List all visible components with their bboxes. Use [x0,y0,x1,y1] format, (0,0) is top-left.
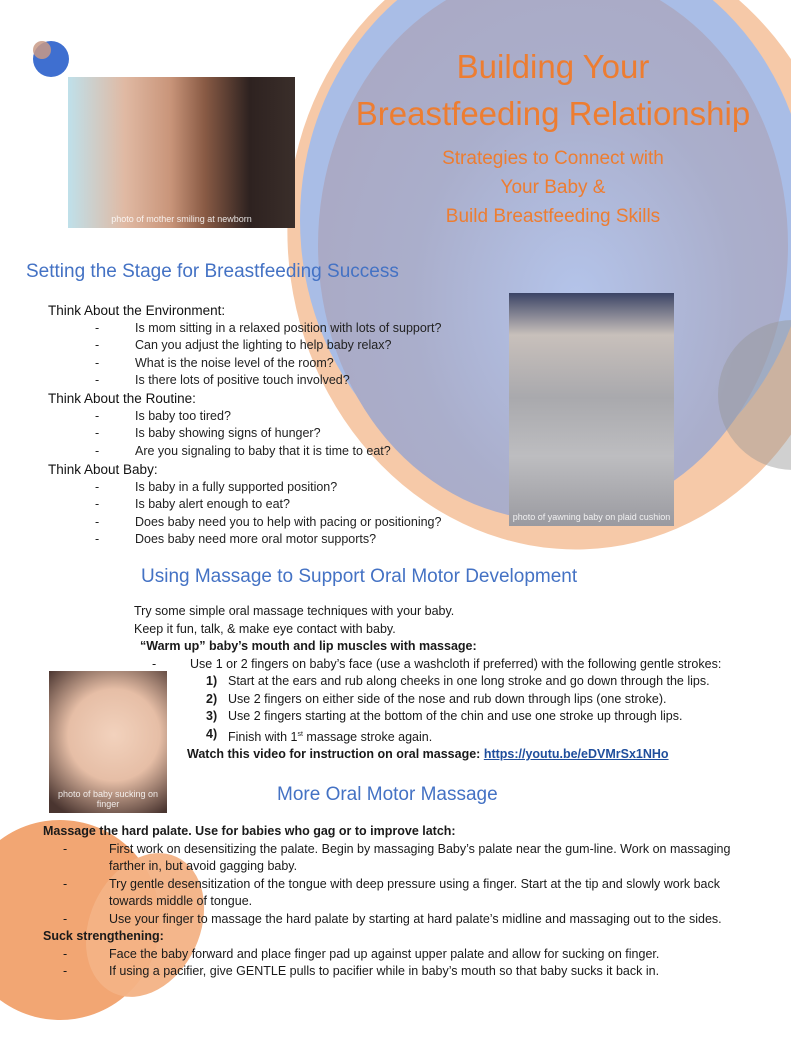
suck-label: Suck strengthening: [43,929,164,943]
subtitle-line3: Build Breastfeeding Skills [445,206,661,227]
list-item: - If using a pacifier, give GENTLE pulls to pacifier while in baby’s mouth so that baby sucks it back in. [63,963,763,981]
video-label: Watch this video for instruction on oral massage: [187,747,484,762]
list-item: - Is baby in a fully supported position? [95,479,508,496]
video-link[interactable]: https://youtu.be/eDVMrSx1NHo [483,747,669,762]
group-label: Think About Baby: [48,462,158,478]
section-heading-more-massage: More Oral Motor Massage [277,784,498,805]
page-title-line1: Building Your [456,48,650,85]
subtitle-line1: Strategies to Connect with [442,148,664,169]
list-item: - What is the noise level of the room? [95,355,508,372]
group-routine [48,389,508,460]
section-heading-massage: Using Massage to Support Oral Motor Development [141,566,578,587]
page-subtitle [318,144,788,231]
intro-text: Keep it fun, talk, & make eye contact with baby. [134,621,396,636]
group-environment [48,301,508,389]
list-item: - Can you adjust the lighting to help baby relax? [95,337,508,354]
yawning-baby-photo [509,293,674,526]
decorative-tan-dot [33,41,51,59]
list-item: - Is baby showing signs of hunger? [95,425,508,442]
palate-label: Massage the hard palate. Use for babies who gag or to improve latch: [43,824,456,838]
group-label: Think About the Routine: [48,391,196,407]
more-massage-section [43,823,763,981]
step-item: 4) Finish with 1st massage stroke again. [206,726,433,744]
list-item: - Is baby alert enough to eat? [95,496,508,513]
intro-text: Try some simple oral massage techniques with your baby. [134,604,455,618]
photo-caption: photo of mother smiling at newborn [111,214,252,224]
list-item: - Does baby need more oral motor supports? [95,531,508,548]
massage-steps [206,673,784,746]
setting-stage-section [48,301,508,548]
list-item: - Use 1 or 2 fingers on baby’s face (use a washcloth if preferred) with the following gentle strokes: [152,656,784,674]
step-item: 3) Use 2 fingers starting at the bottom of the chin and use one stroke up through lips. [206,709,683,723]
group-baby [48,460,508,548]
step-item: 1) Start at the ears and rub along cheeks in one long stroke and go down through the lips. [206,674,710,688]
list-item: - Use your finger to massage the hard palate by starting at hard palate’s midline and massaging out to the sides. [63,911,763,929]
warmup-label: “Warm up” baby’s mouth and lip muscles with massage: [140,639,477,653]
list-item: - Is baby too tired? [95,408,508,425]
section-heading-setting-stage: Setting the Stage for Breastfeeding Success [26,261,399,282]
mom-and-baby-photo [68,77,295,228]
video-line [187,746,784,764]
list-item: - Does baby need you to help with pacing or positioning? [95,514,508,531]
list-item: - Are you signaling to baby that it is time to eat? [95,443,508,460]
step-item: 2) Use 2 fingers on either side of the nose and rub down through lips (one stroke). [206,691,667,706]
massage-section [134,603,784,764]
list-item: - Is mom sitting in a relaxed position with lots of support? [95,320,508,337]
list-item: - Is there lots of positive touch involved? [95,372,508,389]
group-label: Think About the Environment: [48,303,226,318]
photo-caption: photo of yawning baby on plaid cushion [512,512,671,522]
subtitle-line2: Your Baby & [500,177,606,198]
list-item: - Try gentle desensitization of the tongue with deep pressure using a finger. Start at the tip and slowly work back towards middle of tongue. [63,876,763,911]
photo-caption: photo of baby sucking on finger [57,789,159,809]
list-item: - Face the baby forward and place finger pad up against upper palate and allow for sucking on finger. [63,946,763,964]
list-item: - First work on desensitizing the palate. Begin by massaging Baby’s palate near the gum-line. Work on massaging farther in, but avoid gagging baby. [63,841,763,876]
page-title-line2: Breastfeeding Relationship [355,95,751,132]
